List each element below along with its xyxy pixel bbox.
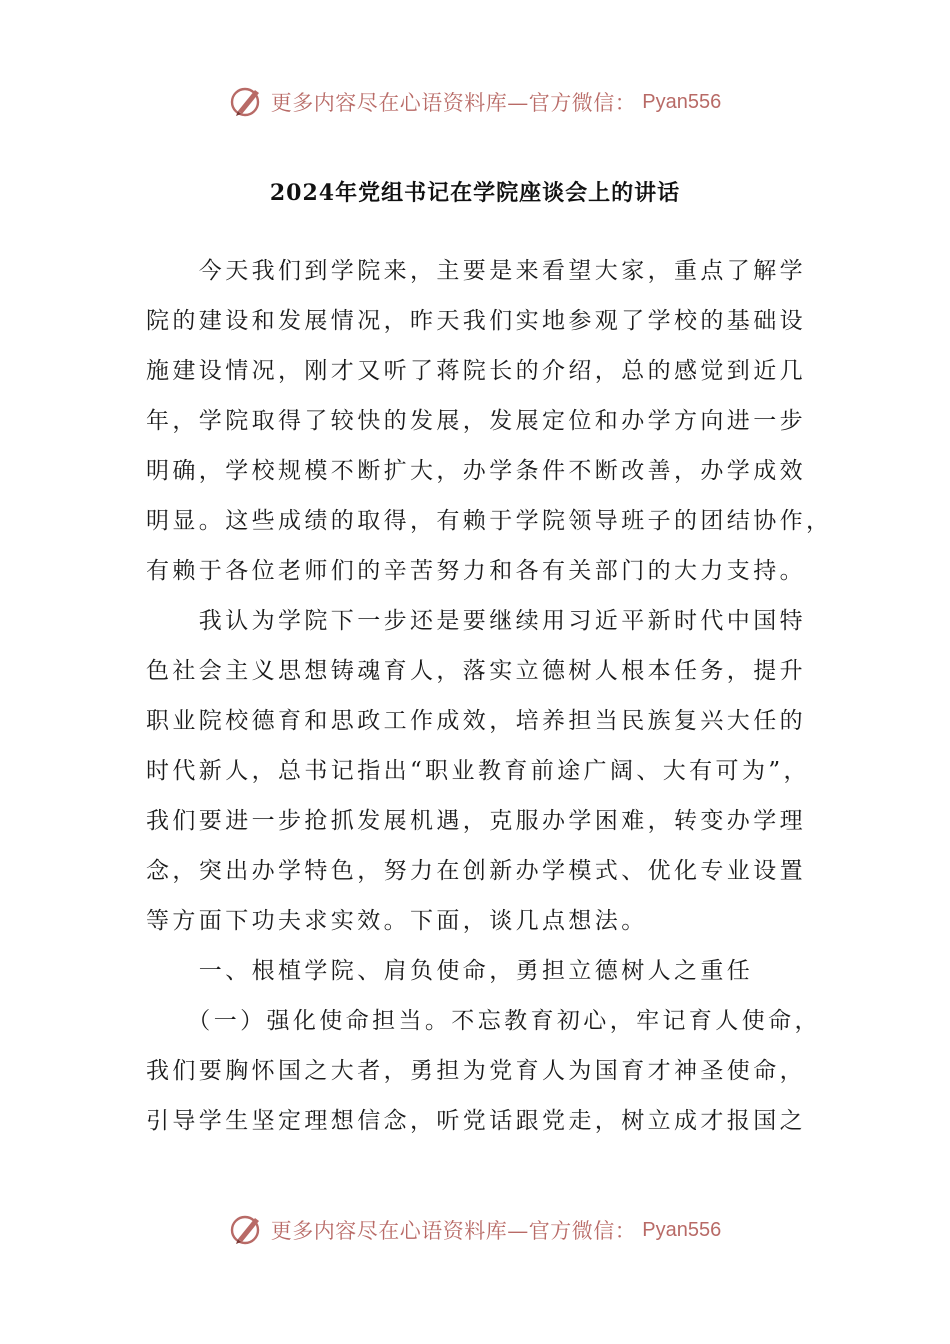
text-line: 有赖于各位老师们的辛苦努力和各有关部门的大力支持。 — [146, 558, 806, 584]
document-body — [146, 246, 833, 1146]
text-line: 我们要进一步抢抓发展机遇，克服办学困难，转变办学理 — [146, 808, 806, 834]
text-line: 我们要胸怀国之大者，勇担为党育人为国育才神圣使命， — [146, 1058, 806, 1084]
text-line: 明显。这些成绩的取得，有赖于学院领导班子的团结协作， — [146, 508, 833, 534]
text-line: 年，学院取得了较快的发展，发展定位和办学方向进一步 — [146, 408, 806, 434]
text-line: 我认为学院下一步还是要继续用习近平新时代中国特 — [146, 608, 806, 634]
text-line: 院的建设和发展情况，昨天我们实地参观了学校的基础设 — [146, 308, 806, 334]
text-line: 引导学生坚定理想信念，听党话跟党走，树立成才报国之 — [146, 1108, 806, 1134]
watermark-wechat-id: Pyan556 — [642, 90, 722, 113]
text-line: 色社会主义思想铸魂育人，落实立德树人根本任务，提升 — [146, 658, 806, 684]
text-line: 等方面下功夫求实效。下面，谈几点想法。 — [146, 908, 648, 934]
text-line: 职业院校德育和思政工作成效，培养担当民族复兴大任的 — [146, 708, 806, 734]
section-heading: 一、根植学院、肩负使命，勇担立德树人之重任 — [146, 958, 754, 984]
text-line: （一）强化使命担当。不忘教育初心，牢记育人使命， — [146, 1008, 821, 1034]
watermark-text: 更多内容尽在心语资料库—官方微信： — [270, 1219, 637, 1243]
watermark-wechat-id: Pyan556 — [642, 1218, 722, 1241]
header-watermark — [0, 82, 950, 122]
text-line: 今天我们到学院来，主要是来看望大家，重点了解学 — [146, 258, 806, 284]
text-line: 明确，学校规模不断扩大，办学条件不断改善，办学成效 — [146, 458, 806, 484]
text-line: 时代新人，总书记指出“职业教育前途广阔、大有可为”， — [146, 758, 810, 784]
document-title: 2024年党组书记在学院座谈会上的讲话 — [269, 180, 681, 206]
footer-watermark — [0, 1210, 950, 1250]
text-line: 施建设情况，刚才又听了蒋院长的介绍，总的感觉到近几 — [146, 358, 806, 384]
text-line: 念，突出办学特色，努力在创新办学模式、优化专业设置 — [146, 858, 806, 884]
pen-logo-icon — [229, 1212, 265, 1248]
watermark-text: 更多内容尽在心语资料库—官方微信： — [270, 91, 637, 115]
pen-logo-icon — [229, 84, 265, 120]
